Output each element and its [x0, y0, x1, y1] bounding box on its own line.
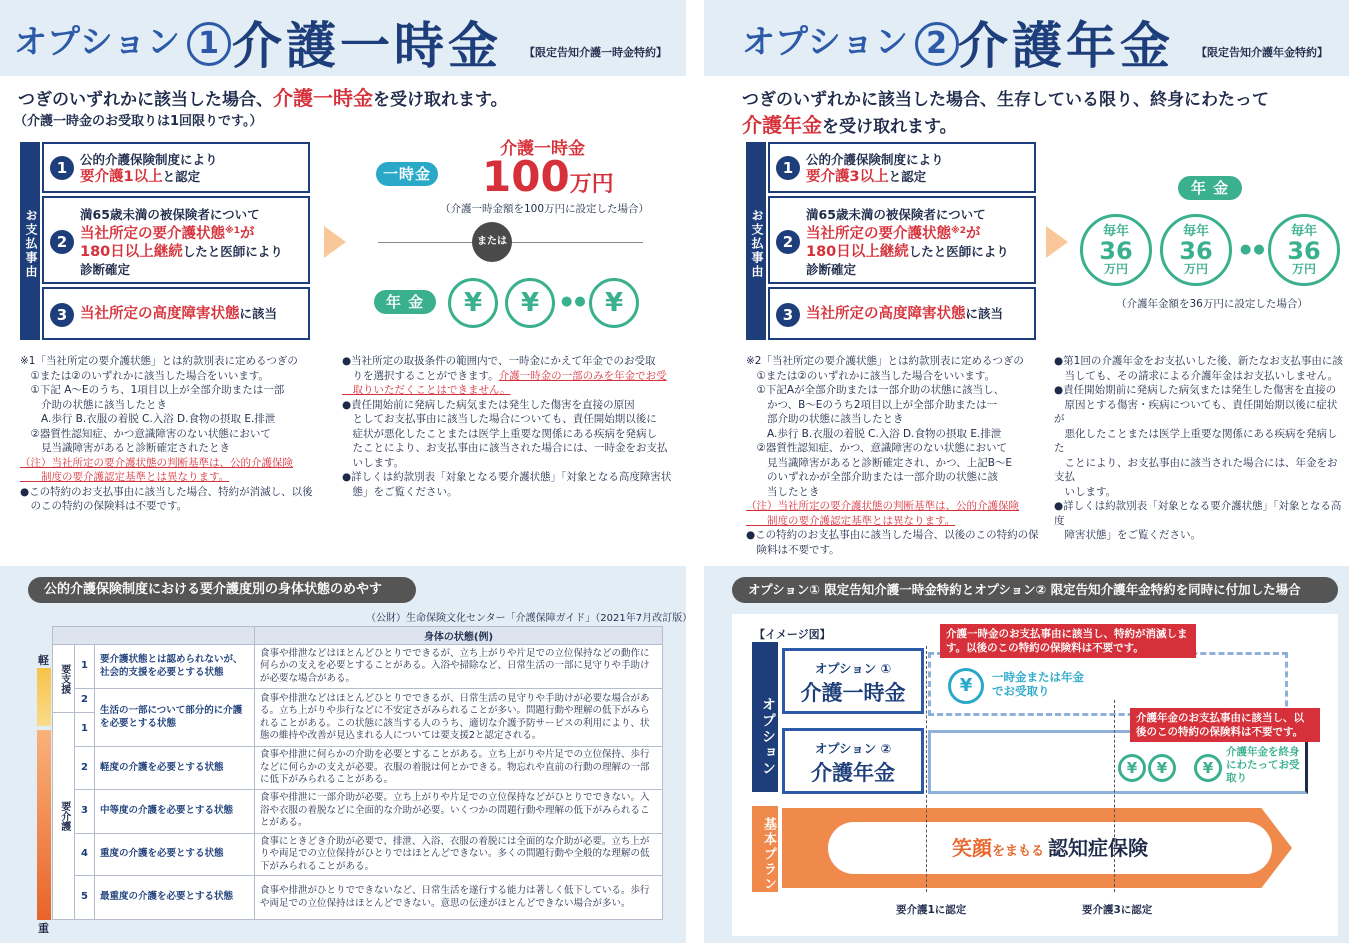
tick-line-2 — [1114, 700, 1115, 892]
note-line: のいずれかが全部介助または一部介助の状態に該 — [746, 471, 998, 483]
option1-title: 介護一時金 — [232, 17, 502, 75]
reason-highlight: 当社所定の高度障害状態 — [80, 306, 240, 322]
option1-label — [14, 16, 231, 66]
notes-red-block — [746, 499, 1046, 528]
note-line: たことにより、お支払事由に該当された場合には、一時金をお支払 — [342, 442, 668, 454]
option1-notes-right — [342, 354, 672, 499]
care-level: 2 — [75, 747, 95, 790]
option1-subtitle: 【限定告知介護一時金特約】 — [524, 46, 667, 59]
notes-red-block — [20, 456, 320, 485]
care-section-tab: 公的介護保険制度における要介護度別の身体状態のめやす — [28, 577, 416, 603]
table-row — [53, 833, 663, 876]
option2-title: 介護年金 — [958, 17, 1174, 75]
care-level-name: 最重度の介護を必要とする状態 — [95, 876, 255, 920]
note-line: （注）当社所定の要介護状態の判断基準は、公的介護保険 — [20, 456, 293, 469]
option1-reason-1 — [42, 142, 310, 193]
option2-reason-1 — [768, 142, 1036, 193]
reason-text — [806, 151, 944, 186]
combo-option1-big: 介護一時金 — [800, 681, 906, 705]
option2-label — [742, 16, 959, 66]
reason-tail: と認定 — [162, 169, 201, 184]
lead-text: つぎのいずれかに該当した場合、生存している限り、終身にわたって — [742, 90, 1269, 110]
notes-block — [1054, 354, 1344, 543]
reason-highlight: 当社所定の要介護状態 — [806, 226, 951, 243]
note-line: ①または②のいずれかに該当した場合をいいます。 — [20, 369, 269, 382]
note-red-line: 取りいただくことはできません。 — [342, 384, 511, 396]
note-line: 見当識障害があると診断確定されたとき — [20, 442, 230, 454]
annual-badge — [1268, 214, 1340, 286]
option2-arrow — [1046, 226, 1068, 258]
care-level-desc: 食事や排泄などはほとんどひとりでできるが、日常生活の見守りや手助けが必要な場合がある。立ち上がりや歩行などに不安定さがみられることが多い。問題行動や理解の低下がみられることがある。この状態に該当する人のうち、適切な介護予防サービスの利用により、状態の維持や改善が見込まれる人については要支援2と認定される。 — [255, 689, 663, 747]
scale-bar-heavy — [37, 730, 51, 920]
plan-name: 認知症保険 — [1048, 836, 1148, 860]
option1-lump-title: 介護一時金 — [500, 139, 585, 159]
note-line: 見当識障害があると診断確定され、かつ、上記B～E — [746, 456, 1013, 469]
reason-tail: に該当 — [965, 306, 1004, 321]
option1-payment-side: お支払事由 — [20, 142, 40, 340]
lead-highlight: 介護一時金 — [273, 86, 373, 110]
reason-highlight: 180日以上継続 — [80, 244, 183, 261]
lump-amount-unit: 万円 — [569, 172, 614, 197]
option1-number: 1 — [187, 22, 231, 66]
combo-option2-desc: 介護年金を終身にわたってお受取り — [1226, 746, 1300, 784]
note-line: ①または②のいずれかに該当した場合をいいます。 — [746, 369, 995, 382]
combo-section-tab: オプション① 限定告知介護一時金特約とオプション② 限定告知介護年金特約を同時に付加した場合 — [732, 577, 1338, 603]
note-line: 制度の要介護認定基準とは異なります。 — [746, 514, 956, 527]
reason-number: 1 — [776, 156, 800, 180]
lead-text: つぎのいずれかに該当した場合、 — [18, 90, 273, 110]
note-line: ●責任開始期前に発病した病気または発生した傷害を直接の — [1054, 384, 1337, 396]
note-line: （注）当社所定の要介護状態の判断基準は、公的介護保険 — [746, 500, 1019, 512]
reason-number: 2 — [50, 230, 74, 254]
tick-label-care1: 要介護1に認定 — [896, 904, 967, 916]
reason-line — [806, 243, 1009, 261]
option1-lead-note: （介護一時金のお受取りは1回限りです。） — [14, 114, 263, 129]
yen-icon: ¥ — [1148, 754, 1176, 782]
table-row — [53, 789, 663, 833]
option2-annual-note: （介護年金額を36万円に設定した場合） — [1116, 298, 1308, 310]
note-line: かつ、B～Eのうち2項目以上が全部介助または一 — [746, 398, 998, 411]
note-line: 険料は不要です。 — [746, 543, 840, 556]
scale-bar-light — [37, 668, 51, 726]
reason-number: 3 — [50, 303, 74, 327]
table-row — [53, 747, 663, 790]
note-line: ことにより、お支払事由に該当された場合には、年金をお支払 — [1054, 456, 1338, 483]
option1-reason-2 — [42, 196, 310, 284]
annual-label: 毎年 — [1290, 224, 1317, 239]
annual-badge — [1160, 214, 1232, 286]
note-line: ②器質性認知症、かつ、意識障害のない状態において — [746, 442, 1007, 454]
care-table-body — [53, 645, 663, 920]
reason-number: 3 — [776, 303, 800, 327]
table-row — [53, 876, 663, 920]
reason-line: 診断確定 — [806, 262, 857, 278]
care-table-header-blank — [53, 627, 255, 645]
note-red: 介護一時金の一部のみを年金でお受 — [498, 369, 667, 382]
note-line: A.歩行 B.衣服の着脱 C.入浴 D.食物の摂取 E.排泄 — [20, 413, 276, 425]
combo-red-note-1: 介護一時金のお支払事由に該当し、特約が消滅します。以後のこの特約の保険料は不要です。 — [940, 624, 1196, 658]
option1-label-text: オプション — [14, 22, 182, 61]
note-line: ②器質性認知症、かつ意識障害のない状態において — [20, 427, 271, 440]
combo-red-note-2: 介護年金のお支払事由に該当し、以後のこの特約の保険料は不要です。 — [1130, 708, 1320, 742]
care-level-desc: 食事や排泄がひとりでできないなど、日常生活を遂行する能力は著しく低下している。歩行や両足での立位保持はほとんどできない。意思の伝達がほとんどできない場合が多い。 — [255, 876, 663, 920]
option2-label-text: オプション — [742, 22, 910, 61]
reason-highlight: 180日以上継続 — [806, 244, 909, 261]
note-line: 当したとき — [746, 485, 820, 498]
care-level-table — [52, 626, 663, 920]
yen-icon: ¥ — [505, 278, 555, 328]
option2-reason-2 — [768, 196, 1036, 284]
care-level: 1 — [75, 713, 95, 747]
note-line: ●第1回の介護年金をお支払いした後、新たなお支払事由に該 — [1054, 355, 1343, 367]
plan-mid: をまもる — [991, 844, 1044, 859]
lead-text-end: を受け取れます。 — [373, 90, 508, 110]
reason-footnote-ref: ※1 — [225, 226, 241, 236]
option1-arrow — [324, 226, 346, 258]
reason-line — [80, 168, 218, 186]
care-level: 2 — [75, 689, 95, 713]
note-line: ●詳しくは約款別表「対象となる要介護状態」「対象となる高度 — [1054, 500, 1342, 527]
lump-amount-number: 100 — [482, 152, 570, 201]
annual-unit: 万円 — [1183, 262, 1208, 276]
combo-side-base: 基本プラン — [752, 806, 778, 892]
combo-side-option: オプション — [752, 642, 778, 792]
reason-text — [80, 151, 218, 186]
option1-lump-pill: 一時金 — [376, 162, 438, 186]
tick-label-care3: 要介護3に認定 — [1082, 904, 1153, 916]
option2-notes-left — [746, 354, 1046, 557]
reason-line — [806, 168, 944, 186]
option1-dots: ●● — [561, 294, 588, 309]
reason-text — [806, 206, 1009, 278]
note-line: ※2「当社所定の要介護状態」とは約款別表に定めるつぎの — [746, 355, 1024, 367]
annual-unit: 万円 — [1291, 262, 1316, 276]
option2-notes-right — [1054, 354, 1344, 543]
reason-highlight: 要介護3以上 — [806, 169, 889, 185]
lead-highlight: 介護年金 — [742, 113, 822, 137]
care-level: 1 — [75, 645, 95, 689]
option2-subtitle: 【限定告知介護年金特約】 — [1196, 46, 1328, 59]
note-line: ●責任開始前に発病した病気または発生した傷害を直接の原因 — [342, 398, 635, 411]
option1-lump-amount — [482, 152, 614, 201]
note-line: いします。 — [1054, 485, 1117, 498]
option1-annuity-pill: 年 金 — [374, 290, 436, 314]
note-line: ●この特約のお支払事由に該当した場合、以後のこの特約の保 — [746, 529, 1039, 541]
note-line: ●当社所定の取扱条件の範囲内で、一時金にかえて年金でのお受取 — [342, 355, 656, 367]
care-level-desc: 食事や排泄に一部介助が必要。立ち上がりや片足での立位保持などがひとりでできない。入浴や衣服の着脱などに全面的な介助が必要。いくつかの問題行動や理解の低下がみられることがある。 — [255, 789, 663, 833]
reason-tail: に該当 — [239, 306, 278, 321]
annual-amount: 36 — [1179, 237, 1213, 265]
reason-line: 満65歳未満の被保険者について — [80, 207, 260, 222]
plan-highlight: 笑顔 — [951, 836, 992, 860]
combo-option1-box — [782, 648, 924, 714]
note-line: ●詳しくは約款別表「対象となる要介護状態」「対象となる高度障害状 — [342, 471, 672, 483]
option2-reason-3 — [768, 287, 1036, 340]
note-line: A.歩行 B.衣服の着脱 C.入浴 D.食物の摂取 E.排泄 — [746, 427, 1002, 440]
reason-tail: と認定 — [888, 169, 927, 184]
tick-line-1 — [926, 646, 927, 892]
reason-line: 公的介護保険制度により — [80, 152, 218, 167]
note-line: 原因とする傷害・疾病についても、責任開始期以後に症状が — [1054, 398, 1338, 425]
note-line: ●この特約のお支払事由に該当した場合、特約が消滅し、以後 — [20, 485, 313, 498]
reason-highlight: 当社所定の高度障害状態 — [806, 306, 966, 322]
option2-number: 2 — [915, 22, 959, 66]
combo-option1-desc: 一時金または年金でお受取り — [992, 670, 1084, 698]
yen-icon: ¥ — [589, 278, 639, 328]
care-source: （公財）生命保険文化センター「介護保障ガイド」（2021年7月改訂版） — [366, 613, 693, 624]
reason-line: 診断確定 — [80, 262, 131, 278]
reason-text — [80, 206, 283, 278]
notes-tail-block — [746, 528, 1046, 557]
combo-option2-big: 介護年金 — [811, 761, 895, 785]
option1-or-circle: または — [472, 222, 512, 262]
combo-image-label: 【イメージ図】 — [754, 628, 831, 641]
reason-line — [80, 223, 283, 243]
note-line: 態」をご覧ください。 — [342, 485, 458, 498]
combo-option1-small: オプション ① — [814, 661, 892, 676]
notes-block — [20, 354, 320, 456]
care-level-desc: 食事や排泄などはほとんどひとりでできるが、立ち上がりや片足での立位保持などの動作に何らかの支えを必要とすることがある。入浴や掃除など、日常生活の一部に見守りや手助けが必要な場合がある。 — [255, 645, 663, 689]
note-line — [342, 369, 672, 384]
care-level-name: 生活の一部について部分的に介護を必要とする状態 — [95, 689, 255, 747]
reason-line: 公的介護保険制度により — [806, 152, 944, 167]
reason-line — [806, 223, 1009, 243]
reason-tail: したと医師により — [908, 244, 1009, 260]
care-level-desc: 食事にときどき介助が必要で、排泄、入浴、衣服の着脱には全面的な介助が必要。立ち上がりや両足での立位保持がひとりではほとんどできない。多くの問題行動や全般的な理解の低下がみられることがある。 — [255, 833, 663, 876]
note-line: 当しても、その請求による介護年金はお支払いしません。 — [1054, 369, 1339, 382]
reason-line — [80, 243, 283, 261]
reason-footnote-ref: ※2 — [951, 226, 967, 236]
yen-icon: ¥ — [448, 278, 498, 328]
combo-option2-box — [782, 728, 924, 794]
annual-unit: 万円 — [1103, 262, 1128, 276]
note-line: 障害状態」をご覧ください。 — [1054, 529, 1201, 541]
reason-number: 2 — [776, 230, 800, 254]
care-level-name: 重度の介護を必要とする状態 — [95, 833, 255, 876]
care-table-header: 身体の状態(例) — [255, 627, 663, 645]
option1-reason-3 — [42, 287, 310, 340]
lead-line-2 — [742, 113, 1269, 140]
care-level: 5 — [75, 876, 95, 920]
care-level-name: 中等度の介護を必要とする状態 — [95, 789, 255, 833]
option1-lump-note: （介護一時金額を100万円に設定した場合） — [440, 203, 650, 215]
reason-line: 満65歳未満の被保険者について — [806, 207, 986, 222]
scale-light-label: 軽 — [38, 654, 49, 667]
combo-option2-small: オプション ② — [814, 741, 892, 756]
note-line: 制度の要介護認定基準とは異なります。 — [20, 471, 230, 483]
notes-tail-block — [20, 485, 320, 514]
annual-amount: 36 — [1287, 237, 1321, 265]
group-care: 要介護 — [53, 713, 75, 920]
note-line: 悪化したことまたは医学上重要な関係にある疾病を発病した — [1054, 427, 1338, 454]
note-line: としてお支払事由に該当した場合についても、責任開始期以後に — [342, 413, 657, 425]
note-line: のこの特約の保険料は不要です。 — [20, 500, 188, 512]
notes-block — [746, 354, 1046, 499]
care-table-header-row — [53, 627, 663, 645]
table-row — [53, 645, 663, 689]
table-row — [53, 689, 663, 713]
reason-text — [80, 305, 277, 323]
reason-number: 1 — [50, 156, 74, 180]
note-line: 症状が悪化したことまたは医学上重要な関係にある疾病を発病し — [342, 427, 657, 440]
annual-badge — [1080, 214, 1152, 286]
annual-label: 毎年 — [1102, 224, 1129, 239]
scale-heavy-label: 重 — [38, 922, 49, 935]
note-line: ※1「当社所定の要介護状態」とは約款別表に定めるつぎの — [20, 355, 298, 367]
annual-label: 毎年 — [1182, 224, 1209, 239]
care-level: 4 — [75, 833, 95, 876]
notes-block — [342, 398, 672, 500]
option2-annuity-pill: 年 金 — [1178, 176, 1242, 200]
reason-highlight: 要介護1以上 — [80, 169, 163, 185]
care-level: 3 — [75, 789, 95, 833]
option2-dots: ●● — [1240, 242, 1267, 257]
care-level-name: 軽度の介護を必要とする状態 — [95, 747, 255, 790]
yen-icon: ¥ — [1194, 754, 1222, 782]
lead-text-end: を受け取れます。 — [822, 117, 957, 137]
note-line: ①下記Aが全部介助または一部介助の状態に該当し、 — [746, 384, 1005, 396]
yen-icon: ¥ — [948, 668, 984, 704]
note-line: ①下記 A～Eのうち、1項目以上が全部介助または一部 — [20, 384, 285, 396]
reason-tail: したと医師により — [182, 244, 283, 260]
option2-payment-side: お支払事由 — [746, 142, 766, 340]
reason-highlight: が — [966, 226, 981, 243]
note-line: いします。 — [342, 456, 405, 469]
option1-lead — [18, 86, 508, 113]
reason-text — [806, 305, 1003, 323]
note-line: 介助の状態に該当したとき — [20, 398, 167, 411]
care-level-desc: 食事や排泄に何らかの介助を必要とすることがある。立ち上がりや片足での立位保持、歩行などに何らかの支えが必要。衣服の着脱は何とかできる。物忘れや直前の行動の理解の一部に低下がみられることがある。 — [255, 747, 663, 790]
reason-highlight: 当社所定の要介護状態 — [80, 226, 225, 243]
option1-notes-left — [20, 354, 320, 514]
base-plan-label — [828, 822, 1272, 874]
group-support: 要支援 — [53, 645, 75, 713]
note-text: りを選択することができます。 — [342, 369, 499, 382]
annual-amount: 36 — [1099, 237, 1133, 265]
care-level-name: 要介護状態とは認められないが、社会的支援を必要とする状態 — [95, 645, 255, 689]
reason-highlight: が — [240, 226, 255, 243]
note-line: 部介助の状態に該当したとき — [746, 413, 904, 425]
option2-lead — [742, 88, 1269, 140]
yen-icon: ¥ — [1118, 754, 1146, 782]
